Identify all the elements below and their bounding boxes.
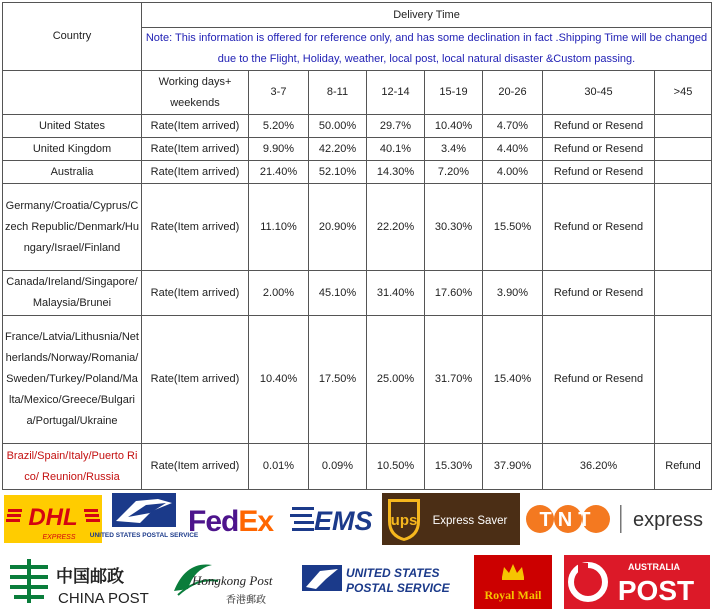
carrier-logos	[0, 489, 714, 613]
svg-text:FedEx	[188, 505, 274, 538]
fedex-fed-text: Fed	[188, 505, 239, 538]
usps-line2-text: POSTAL SERVICE	[346, 581, 450, 595]
country-cell: Germany/Croatia/Cyprus/Czech Republic/Denmark/Hungary/Israel/Finland	[3, 184, 142, 271]
value-cell: 10.40%	[249, 316, 309, 444]
country-cell: Canada/Ireland/Singapore/Malaysia/Brunei	[3, 271, 142, 316]
value-cell: Refund or Resend	[543, 161, 655, 184]
delivery-time-header: Delivery Time	[142, 3, 712, 28]
rate-label: Rate(Item arrived)	[142, 138, 249, 161]
rate-label: Rate(Item arrived)	[142, 115, 249, 138]
country-cell: United States	[3, 115, 142, 138]
value-cell: 14.30%	[367, 161, 425, 184]
value-cell	[655, 316, 712, 444]
china-post-graphic	[6, 555, 162, 609]
value-cell: 0.09%	[309, 444, 367, 490]
period-header: 15-19	[425, 71, 483, 115]
value-cell	[655, 161, 712, 184]
ups-express-saver-label: Express Saver	[432, 515, 508, 527]
usps-line1-text: UNITED STATES	[346, 566, 440, 580]
rate-label: Rate(Item arrived)	[142, 161, 249, 184]
value-cell: 36.20%	[543, 444, 655, 490]
ups-graphic	[382, 493, 520, 545]
table-row	[3, 184, 712, 271]
value-cell: 40.1%	[367, 138, 425, 161]
value-cell: 29.7%	[367, 115, 425, 138]
country-cell: Brazil/Spain/Italy/Puerto Rico/ Reunion/Russia	[3, 444, 142, 490]
crown-icon	[502, 564, 524, 577]
usps-eagle-logo	[89, 491, 199, 547]
empty-cell	[3, 71, 142, 115]
hongkong-post-graphic	[168, 555, 288, 609]
rate-label: Rate(Item arrived)	[142, 184, 249, 271]
value-cell: 5.20%	[249, 115, 309, 138]
fedex-ex-text: Ex	[238, 505, 274, 538]
value-cell: Refund or Resend	[543, 316, 655, 444]
value-cell: 17.50%	[309, 316, 367, 444]
value-cell: 3.90%	[483, 271, 543, 316]
country-cell: United Kingdom	[3, 138, 142, 161]
hongkong-post-en-text: Hongkong Post	[192, 573, 273, 588]
value-cell: 4.40%	[483, 138, 543, 161]
value-cell: 20.90%	[309, 184, 367, 271]
value-cell: Refund or Resend	[543, 138, 655, 161]
value-cell: 22.20%	[367, 184, 425, 271]
period-header: >45	[655, 71, 712, 115]
dhl-logo-graphic	[4, 495, 102, 543]
ups-text: ups	[390, 512, 418, 529]
royal-mail-graphic	[474, 555, 552, 609]
rate-label: Rate(Item arrived)	[142, 271, 249, 316]
table-row	[3, 271, 712, 316]
china-post-logo	[6, 555, 162, 609]
hongkong-post-cn-text: 香港郵政	[226, 595, 266, 606]
value-cell: 10.50%	[367, 444, 425, 490]
usps-eagle-graphic	[89, 491, 199, 547]
fedex-graphic	[186, 497, 286, 541]
usps-graphic	[300, 559, 462, 601]
value-cell: 31.70%	[425, 316, 483, 444]
value-cell: Refund or Resend	[543, 184, 655, 271]
table-row	[3, 316, 712, 444]
value-cell: 37.90%	[483, 444, 543, 490]
value-cell: Refund or Resend	[543, 271, 655, 316]
tnt-text: TNT	[539, 509, 597, 531]
value-cell: 9.90%	[249, 138, 309, 161]
dhl-text: DHL	[28, 504, 78, 531]
royal-mail-logo	[474, 555, 552, 609]
hongkong-post-logo	[168, 555, 288, 609]
rate-label: Rate(Item arrived)	[142, 444, 249, 490]
ems-logo	[290, 499, 378, 539]
value-cell: 7.20%	[425, 161, 483, 184]
table-row	[3, 138, 712, 161]
australia-post-big-text: POST	[617, 575, 695, 606]
ems-graphic	[290, 499, 378, 539]
value-cell: 45.10%	[309, 271, 367, 316]
value-cell: 4.00%	[483, 161, 543, 184]
value-cell: 10.40%	[425, 115, 483, 138]
rate-label: Rate(Item arrived)	[142, 316, 249, 444]
value-cell: 52.10%	[309, 161, 367, 184]
value-cell: 0.01%	[249, 444, 309, 490]
dhl-sub-text: EXPRESS	[42, 534, 76, 541]
period-header: 20-26	[483, 71, 543, 115]
table-row	[3, 115, 712, 138]
value-cell: 30.30%	[425, 184, 483, 271]
usps-logo	[300, 559, 462, 601]
china-post-en-text: CHINA POST	[58, 590, 149, 607]
ups-logo	[382, 493, 520, 545]
tnt-logo	[524, 495, 712, 543]
table-row	[3, 444, 712, 490]
royal-mail-text: Royal Mail	[484, 588, 542, 602]
table-row	[3, 161, 712, 184]
value-cell: 11.10%	[249, 184, 309, 271]
delivery-time-table	[2, 2, 712, 490]
country-cell: Australia	[3, 161, 142, 184]
tnt-graphic	[524, 495, 712, 543]
australia-post-graphic	[564, 555, 710, 609]
country-header: Country	[3, 3, 142, 71]
china-post-cn-text: 中国邮政	[56, 567, 124, 587]
period-header: 8-11	[309, 71, 367, 115]
usps-eagle-text: UNITED STATES POSTAL SERVICE	[89, 532, 199, 539]
australia-post-logo	[564, 555, 710, 609]
value-cell	[655, 115, 712, 138]
country-cell: France/Latvia/Lithusnia/Netherlands/Norway/Romania/Sweden/Turkey/Poland/Malta/Mexico/Greece/Bulgaria/Portugal/Ukraine	[3, 316, 142, 444]
dhl-logo	[4, 495, 102, 543]
period-header: 3-7	[249, 71, 309, 115]
value-cell: 15.30%	[425, 444, 483, 490]
value-cell: 2.00%	[249, 271, 309, 316]
value-cell: 21.40%	[249, 161, 309, 184]
value-cell	[655, 271, 712, 316]
shipping-note: Note: This information is offered for reference only, and has some declination in fact .Shipping Time will be changed due to the Flight, Holiday, weather, local post, local natural disaster &Custom passing.	[142, 28, 712, 71]
value-cell: 31.40%	[367, 271, 425, 316]
value-cell: 15.50%	[483, 184, 543, 271]
value-cell: 17.60%	[425, 271, 483, 316]
value-cell: 3.4%	[425, 138, 483, 161]
value-cell: 50.00%	[309, 115, 367, 138]
value-cell	[655, 138, 712, 161]
fedex-logo	[186, 497, 286, 541]
period-header: 12-14	[367, 71, 425, 115]
value-cell: 25.00%	[367, 316, 425, 444]
value-cell: 15.40%	[483, 316, 543, 444]
value-cell	[655, 184, 712, 271]
working-days-label: Working days+ weekends	[142, 71, 249, 115]
ems-text: EMS	[314, 506, 373, 536]
value-cell: 4.70%	[483, 115, 543, 138]
value-cell: Refund or Resend	[543, 115, 655, 138]
value-cell: 42.20%	[309, 138, 367, 161]
period-header: 30-45	[543, 71, 655, 115]
value-cell: Refund	[655, 444, 712, 490]
tnt-express-label: express	[632, 509, 704, 531]
australia-post-small-text: AUSTRALIA	[628, 562, 680, 572]
